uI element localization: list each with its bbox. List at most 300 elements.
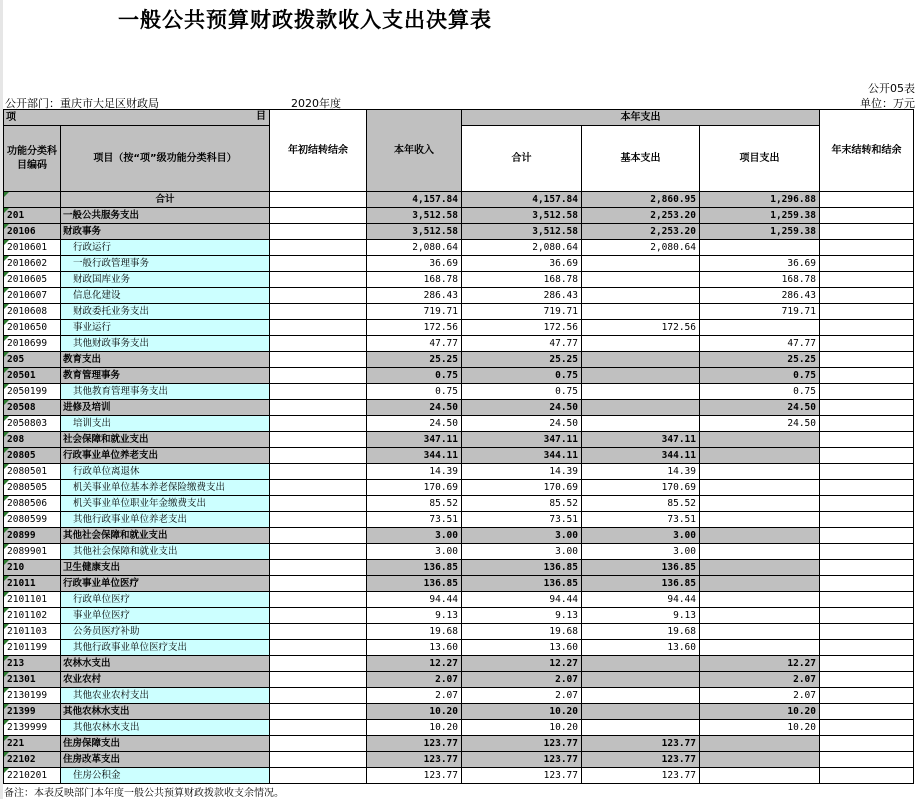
- cell-project: [700, 560, 820, 576]
- cell-income: 286.43: [367, 288, 462, 304]
- footnote: 备注：本表反映部门本年度一般公共预算财政拨款收支余情况。: [4, 788, 284, 799]
- cell-total: 3.00: [462, 544, 582, 560]
- row-item-name: 其他行政事业单位养老支出: [61, 512, 270, 528]
- row-code: 2089901: [4, 544, 61, 560]
- cell-carry-in: [270, 208, 367, 224]
- cell-carry-in: [270, 752, 367, 768]
- cell-total: 9.13: [462, 608, 582, 624]
- cell-total: 19.68: [462, 624, 582, 640]
- cell-project: [700, 496, 820, 512]
- cell-income: 25.25: [367, 352, 462, 368]
- row-item-name: 行政事业单位养老支出: [61, 448, 270, 464]
- cell-total: 14.39: [462, 464, 582, 480]
- cell-project: 0.75: [700, 384, 820, 400]
- table-row: [4, 560, 914, 576]
- row-item-name: 信息化建设: [61, 288, 270, 304]
- table-row: [4, 336, 914, 352]
- row-item-name: 教育管理事务: [61, 368, 270, 384]
- cell-basic: [582, 304, 700, 320]
- cell-project: [700, 576, 820, 592]
- cell-carry-out: [820, 544, 914, 560]
- cell-income: 73.51: [367, 512, 462, 528]
- cell-total: 347.11: [462, 432, 582, 448]
- cell-carry-in: [270, 224, 367, 240]
- cell-total: 123.77: [462, 736, 582, 752]
- header-basic: 基本支出: [582, 126, 700, 192]
- cell-carry-out: [820, 576, 914, 592]
- cell-project: 47.77: [700, 336, 820, 352]
- cell-total: 85.52: [462, 496, 582, 512]
- table-row: [4, 368, 914, 384]
- cell-project: 168.78: [700, 272, 820, 288]
- cell-total: 25.25: [462, 352, 582, 368]
- table-row: [4, 496, 914, 512]
- table-row: [4, 208, 914, 224]
- row-item-name: 其他社会保障和就业支出: [61, 528, 270, 544]
- row-item-name: 机关事业单位基本养老保险缴费支出: [61, 480, 270, 496]
- cell-carry-in: [270, 432, 367, 448]
- cell-income: 2,080.64: [367, 240, 462, 256]
- cell-carry-out: [820, 512, 914, 528]
- cell-carry-in: [270, 640, 367, 656]
- cell-total: 10.20: [462, 704, 582, 720]
- cell-project: [700, 544, 820, 560]
- table-row: [4, 400, 914, 416]
- cell-project: [700, 592, 820, 608]
- cell-basic: 2,253.20: [582, 224, 700, 240]
- cell-carry-in: [270, 768, 367, 784]
- cell-basic: [582, 272, 700, 288]
- cell-total: 719.71: [462, 304, 582, 320]
- cell-carry-out: [820, 768, 914, 784]
- cell-carry-in: [270, 624, 367, 640]
- cell-income: 3.00: [367, 544, 462, 560]
- row-code: 2130199: [4, 688, 61, 704]
- cell-total: 0.75: [462, 384, 582, 400]
- cell-income: 136.85: [367, 560, 462, 576]
- cell-carry-out: [820, 448, 914, 464]
- cell-carry-out: [820, 208, 914, 224]
- header-carry-in: 年初结转结余: [270, 110, 367, 192]
- cell-carry-out: [820, 384, 914, 400]
- table-row: [4, 432, 914, 448]
- cell-project: 36.69: [700, 256, 820, 272]
- cell-carry-in: [270, 496, 367, 512]
- cell-carry-out: [820, 736, 914, 752]
- cell-carry-in: [270, 720, 367, 736]
- header-project: 项目支出: [700, 126, 820, 192]
- row-item-name: 住房公积金: [61, 768, 270, 784]
- cell-basic: 123.77: [582, 768, 700, 784]
- cell-project: [700, 432, 820, 448]
- row-code: 22102: [4, 752, 61, 768]
- table-row: [4, 704, 914, 720]
- cell-carry-out: [820, 432, 914, 448]
- row-item-name: 农林水支出: [61, 656, 270, 672]
- row-item-name: 住房保障支出: [61, 736, 270, 752]
- cell-total: 36.69: [462, 256, 582, 272]
- row-code: 2101102: [4, 608, 61, 624]
- row-code: 2101199: [4, 640, 61, 656]
- cell-basic: 123.77: [582, 752, 700, 768]
- cell-income: 719.71: [367, 304, 462, 320]
- cell-income: 19.68: [367, 624, 462, 640]
- cell-carry-out: [820, 624, 914, 640]
- cell-carry-in: [270, 480, 367, 496]
- row-code: 2050199: [4, 384, 61, 400]
- cell-carry-in: [270, 288, 367, 304]
- cell-carry-in: [270, 592, 367, 608]
- cell-carry-out: [820, 192, 914, 208]
- department-label: 公开部门：重庆市大足区财政局: [5, 97, 159, 110]
- cell-carry-in: [270, 656, 367, 672]
- cell-income: 168.78: [367, 272, 462, 288]
- cell-project: 1,296.88: [700, 192, 820, 208]
- row-item-name: 其他农林水支出: [61, 720, 270, 736]
- cell-carry-out: [820, 752, 914, 768]
- table-row: [4, 736, 914, 752]
- row-item-name: 行政事业单位医疗: [61, 576, 270, 592]
- header-carry-out: 年末结转和结余: [820, 110, 914, 192]
- row-code: 20501: [4, 368, 61, 384]
- cell-basic: 172.56: [582, 320, 700, 336]
- cell-carry-out: [820, 352, 914, 368]
- cell-total: 3.00: [462, 528, 582, 544]
- row-code: 21399: [4, 704, 61, 720]
- cell-carry-out: [820, 240, 914, 256]
- cell-basic: [582, 672, 700, 688]
- row-item-name: 财政事务: [61, 224, 270, 240]
- cell-carry-out: [820, 320, 914, 336]
- row-code: 205: [4, 352, 61, 368]
- row-item-name: 机关事业单位职业年金缴费支出: [61, 496, 270, 512]
- cell-carry-in: [270, 192, 367, 208]
- table-row: [4, 304, 914, 320]
- fiscal-year: 2020年度: [291, 97, 341, 110]
- cell-total: 168.78: [462, 272, 582, 288]
- table-row: [4, 656, 914, 672]
- table-row: [4, 672, 914, 688]
- row-item-name: 公务员医疗补助: [61, 624, 270, 640]
- cell-carry-out: [820, 528, 914, 544]
- cell-income: 344.11: [367, 448, 462, 464]
- cell-income: 13.60: [367, 640, 462, 656]
- cell-carry-out: [820, 288, 914, 304]
- cell-income: 170.69: [367, 480, 462, 496]
- cell-project: 25.25: [700, 352, 820, 368]
- table-row: [4, 352, 914, 368]
- row-code: 2101101: [4, 592, 61, 608]
- cell-total: 123.77: [462, 768, 582, 784]
- cell-carry-in: [270, 384, 367, 400]
- cell-total: 10.20: [462, 720, 582, 736]
- cell-basic: 2,080.64: [582, 240, 700, 256]
- cell-carry-out: [820, 560, 914, 576]
- cell-total: 344.11: [462, 448, 582, 464]
- cell-carry-out: [820, 608, 914, 624]
- cell-project: 719.71: [700, 304, 820, 320]
- row-item-name: 农业农村: [61, 672, 270, 688]
- row-code: 201: [4, 208, 61, 224]
- cell-total: 24.50: [462, 400, 582, 416]
- row-item-name: 卫生健康支出: [61, 560, 270, 576]
- cell-carry-in: [270, 560, 367, 576]
- row-code: 2080599: [4, 512, 61, 528]
- row-item-name: 教育支出: [61, 352, 270, 368]
- cell-total: 4,157.84: [462, 192, 582, 208]
- cell-basic: 13.60: [582, 640, 700, 656]
- header-code: 功能分类科目编码: [4, 126, 61, 192]
- row-code: 221: [4, 736, 61, 752]
- cell-basic: [582, 336, 700, 352]
- header-income: 本年收入: [367, 110, 462, 192]
- row-code: 2139999: [4, 720, 61, 736]
- cell-carry-in: [270, 304, 367, 320]
- cell-total: 136.85: [462, 576, 582, 592]
- cell-carry-in: [270, 544, 367, 560]
- cell-basic: [582, 288, 700, 304]
- cell-project: [700, 528, 820, 544]
- row-code: 2080506: [4, 496, 61, 512]
- table-row: [4, 576, 914, 592]
- cell-income: 10.20: [367, 704, 462, 720]
- cell-carry-out: [820, 704, 914, 720]
- cell-carry-out: [820, 720, 914, 736]
- cell-basic: 136.85: [582, 560, 700, 576]
- table-row: [4, 384, 914, 400]
- cell-income: 347.11: [367, 432, 462, 448]
- cell-total: 2.07: [462, 688, 582, 704]
- cell-carry-in: [270, 512, 367, 528]
- cell-project: [700, 624, 820, 640]
- cell-income: 24.50: [367, 416, 462, 432]
- row-code: 2010699: [4, 336, 61, 352]
- row-code: 2010607: [4, 288, 61, 304]
- cell-carry-in: [270, 416, 367, 432]
- cell-carry-out: [820, 496, 914, 512]
- cell-income: 2.07: [367, 672, 462, 688]
- table-row: [4, 464, 914, 480]
- row-item-name: 行政单位离退休: [61, 464, 270, 480]
- table-row: [4, 288, 914, 304]
- row-code: 2101103: [4, 624, 61, 640]
- row-code: 210: [4, 560, 61, 576]
- cell-income: 0.75: [367, 384, 462, 400]
- cell-basic: 3.00: [582, 528, 700, 544]
- cell-total: 47.77: [462, 336, 582, 352]
- cell-carry-in: [270, 368, 367, 384]
- cell-project: 2.07: [700, 672, 820, 688]
- cell-project: [700, 464, 820, 480]
- cell-project: [700, 752, 820, 768]
- table-row: [4, 416, 914, 432]
- cell-carry-out: [820, 592, 914, 608]
- cell-basic: 123.77: [582, 736, 700, 752]
- cell-carry-in: [270, 352, 367, 368]
- cell-project: 286.43: [700, 288, 820, 304]
- cell-project: [700, 736, 820, 752]
- cell-income: 12.27: [367, 656, 462, 672]
- cell-basic: [582, 352, 700, 368]
- cell-basic: [582, 400, 700, 416]
- table-row: [4, 544, 914, 560]
- cell-project: 12.27: [700, 656, 820, 672]
- row-item-name: 合计: [61, 192, 270, 208]
- row-code: 213: [4, 656, 61, 672]
- cell-basic: 2,253.20: [582, 208, 700, 224]
- cell-project: 1,259.38: [700, 208, 820, 224]
- row-code: 2010608: [4, 304, 61, 320]
- cell-income: 94.44: [367, 592, 462, 608]
- row-item-name: 其他农业农村支出: [61, 688, 270, 704]
- cell-carry-out: [820, 672, 914, 688]
- header-row-1: [4, 110, 914, 126]
- cell-basic: 19.68: [582, 624, 700, 640]
- cell-basic: 73.51: [582, 512, 700, 528]
- row-code: 2010602: [4, 256, 61, 272]
- row-code: 2010605: [4, 272, 61, 288]
- row-code: 20508: [4, 400, 61, 416]
- cell-total: 286.43: [462, 288, 582, 304]
- table-row: [4, 608, 914, 624]
- cell-total: 73.51: [462, 512, 582, 528]
- row-item-name: 社会保障和就业支出: [61, 432, 270, 448]
- cell-carry-out: [820, 224, 914, 240]
- cell-project: 24.50: [700, 400, 820, 416]
- row-item-name: 财政委托业务支出: [61, 304, 270, 320]
- row-item-name: 一般行政管理事务: [61, 256, 270, 272]
- cell-project: 24.50: [700, 416, 820, 432]
- cell-carry-in: [270, 608, 367, 624]
- cell-income: 85.52: [367, 496, 462, 512]
- cell-total: 170.69: [462, 480, 582, 496]
- cell-basic: [582, 720, 700, 736]
- cell-carry-in: [270, 528, 367, 544]
- cell-carry-out: [820, 368, 914, 384]
- cell-total: 2,080.64: [462, 240, 582, 256]
- cell-basic: [582, 704, 700, 720]
- cell-income: 136.85: [367, 576, 462, 592]
- row-item-name: 行政单位医疗: [61, 592, 270, 608]
- row-item-name: 行政运行: [61, 240, 270, 256]
- cell-income: 0.75: [367, 368, 462, 384]
- row-code: 2080501: [4, 464, 61, 480]
- cell-project: 0.75: [700, 368, 820, 384]
- table-row: [4, 528, 914, 544]
- cell-income: 4,157.84: [367, 192, 462, 208]
- row-code: 2010601: [4, 240, 61, 256]
- cell-carry-out: [820, 272, 914, 288]
- cell-basic: [582, 416, 700, 432]
- row-item-name: 住房改革支出: [61, 752, 270, 768]
- cell-total: 13.60: [462, 640, 582, 656]
- table-row: [4, 720, 914, 736]
- cell-carry-out: [820, 656, 914, 672]
- cell-project: [700, 240, 820, 256]
- cell-project: [700, 768, 820, 784]
- table-row: [4, 192, 914, 208]
- cell-income: 123.77: [367, 752, 462, 768]
- cell-income: 36.69: [367, 256, 462, 272]
- table-row: [4, 768, 914, 784]
- cell-total: 3,512.58: [462, 224, 582, 240]
- cell-basic: 136.85: [582, 576, 700, 592]
- row-item-name: 其他财政事务支出: [61, 336, 270, 352]
- cell-carry-in: [270, 672, 367, 688]
- row-item-name: 其他农林水支出: [61, 704, 270, 720]
- cell-carry-out: [820, 304, 914, 320]
- row-code: 20805: [4, 448, 61, 464]
- table-row: [4, 512, 914, 528]
- cell-carry-out: [820, 400, 914, 416]
- budget-table: [3, 109, 914, 784]
- cell-carry-in: [270, 320, 367, 336]
- cell-carry-in: [270, 336, 367, 352]
- row-code: 21011: [4, 576, 61, 592]
- table-row: [4, 240, 914, 256]
- cell-income: 14.39: [367, 464, 462, 480]
- cell-carry-in: [270, 448, 367, 464]
- table-row: [4, 624, 914, 640]
- cell-basic: [582, 688, 700, 704]
- cell-carry-out: [820, 464, 914, 480]
- header-mu: 目: [256, 111, 266, 122]
- row-code: [4, 192, 61, 208]
- cell-income: 2.07: [367, 688, 462, 704]
- cell-carry-out: [820, 480, 914, 496]
- cell-basic: 14.39: [582, 464, 700, 480]
- cell-basic: [582, 368, 700, 384]
- row-item-name: 进修及培训: [61, 400, 270, 416]
- cell-project: [700, 480, 820, 496]
- row-code: 2080505: [4, 480, 61, 496]
- cell-project: 10.20: [700, 720, 820, 736]
- cell-income: 10.20: [367, 720, 462, 736]
- cell-income: 3,512.58: [367, 224, 462, 240]
- cell-total: 24.50: [462, 416, 582, 432]
- cell-project: [700, 448, 820, 464]
- cell-carry-in: [270, 688, 367, 704]
- row-code: 208: [4, 432, 61, 448]
- cell-project: 1,259.38: [700, 224, 820, 240]
- cell-total: 3,512.58: [462, 208, 582, 224]
- cell-project: [700, 320, 820, 336]
- row-item-name: 财政国库业务: [61, 272, 270, 288]
- cell-basic: [582, 384, 700, 400]
- cell-carry-in: [270, 576, 367, 592]
- table-row: [4, 224, 914, 240]
- header-item: 项目（按“项”级功能分类科目）: [61, 126, 270, 192]
- cell-total: 123.77: [462, 752, 582, 768]
- report-title: 一般公共预算财政拨款收入支出决算表: [118, 8, 492, 32]
- table-row: [4, 448, 914, 464]
- cell-carry-out: [820, 640, 914, 656]
- cell-carry-out: [820, 416, 914, 432]
- table-row: [4, 272, 914, 288]
- header-spending: 本年支出: [462, 110, 820, 126]
- cell-basic: [582, 256, 700, 272]
- cell-carry-in: [270, 736, 367, 752]
- row-code: 2210201: [4, 768, 61, 784]
- cell-total: 0.75: [462, 368, 582, 384]
- cell-project: [700, 512, 820, 528]
- cell-income: 3,512.58: [367, 208, 462, 224]
- table-row: [4, 480, 914, 496]
- cell-basic: 94.44: [582, 592, 700, 608]
- row-code: 2050803: [4, 416, 61, 432]
- table-body: [4, 192, 914, 784]
- header-total: 合计: [462, 126, 582, 192]
